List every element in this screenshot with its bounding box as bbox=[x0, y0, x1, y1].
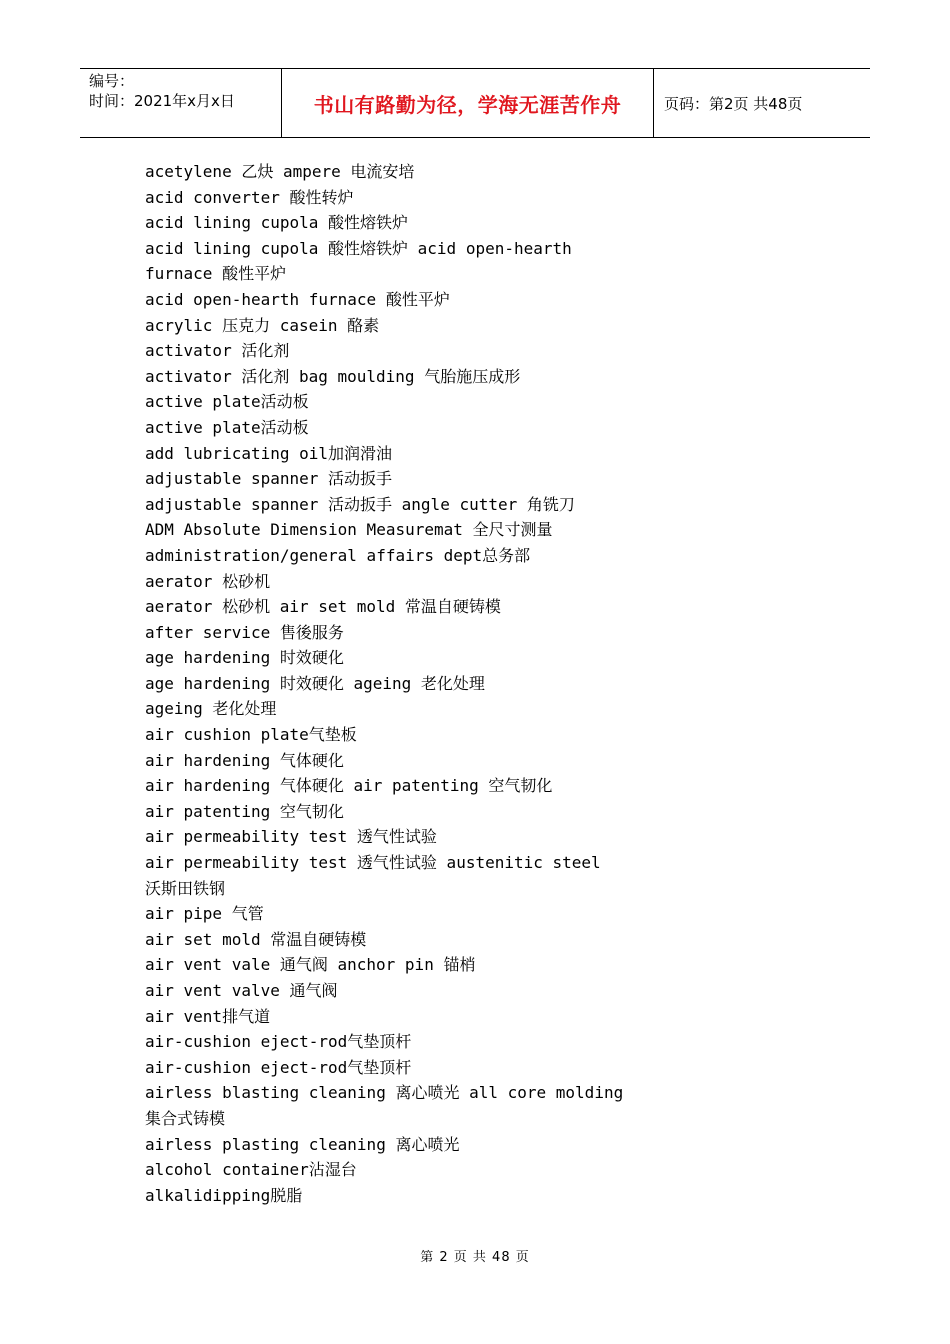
glossary-line: adjustable spanner 活动扳手 bbox=[145, 469, 393, 489]
glossary-line: airless plasting cleaning 离心喷光 bbox=[145, 1134, 460, 1154]
glossary-line: activator 活化剂 bag moulding 气胎施压成形 bbox=[145, 366, 521, 386]
glossary-line: ageing 老化处理 bbox=[145, 699, 277, 719]
glossary-line: air hardening 气体硬化 air patenting 空气韧化 bbox=[145, 776, 553, 796]
glossary-line: aerator 松砂机 bbox=[145, 571, 271, 591]
glossary-list bbox=[145, 159, 825, 1208]
glossary-line: active plate活动板 bbox=[145, 392, 309, 412]
glossary-line: 集合式铸模 bbox=[145, 1108, 226, 1128]
glossary-line: furnace 酸性平炉 bbox=[145, 264, 287, 284]
glossary-line: air pipe 气管 bbox=[145, 904, 264, 924]
glossary-line: acid lining cupola 酸性熔铁炉 acid open-hearth bbox=[145, 238, 572, 258]
glossary-line: acid converter 酸性转炉 bbox=[145, 187, 354, 207]
glossary-line: add lubricating oil加润滑油 bbox=[145, 443, 393, 463]
page-header bbox=[80, 68, 870, 138]
glossary-line: ADM Absolute Dimension Measuremat 全尺寸测量 bbox=[145, 520, 553, 540]
glossary-line: active plate活动板 bbox=[145, 417, 309, 437]
header-motto: 书山有路勤为径，学海无涯苦作舟 bbox=[282, 69, 654, 137]
glossary-line: adjustable spanner 活动扳手 angle cutter 角铣刀 bbox=[145, 494, 575, 514]
glossary-line: acetylene 乙炔 ampere 电流安培 bbox=[145, 162, 415, 181]
time-label: 时间：2021年x月x日 bbox=[89, 92, 235, 110]
glossary-line: 沃斯田铁钢 bbox=[145, 878, 226, 898]
glossary-line: air vent排气道 bbox=[145, 1006, 271, 1026]
glossary-line: acid lining cupola 酸性熔铁炉 bbox=[145, 213, 409, 233]
glossary-line: alcohol container沾湿台 bbox=[145, 1160, 357, 1180]
page-footer: 第 2 页 共 48 页 bbox=[420, 1250, 530, 1265]
glossary-line: after service 售後服务 bbox=[145, 622, 344, 642]
glossary-line: acid open-hearth furnace 酸性平炉 bbox=[145, 289, 450, 309]
serial-label: 编号： bbox=[89, 72, 135, 90]
glossary-line: activator 活化剂 bbox=[145, 341, 290, 361]
glossary-line: alkalidipping脱脂 bbox=[145, 1185, 303, 1205]
glossary-line: aerator 松砂机 air set mold 常温自硬铸模 bbox=[145, 597, 501, 617]
glossary-line: air vent vale 通气阀 anchor pin 锚梢 bbox=[145, 955, 476, 975]
header-page-info: 页码：第2页 共48页 bbox=[664, 94, 803, 113]
glossary-line: air permeability test 透气性试验 bbox=[145, 827, 437, 847]
glossary-line: administration/general affairs dept总务部 bbox=[145, 545, 531, 565]
glossary-line: air-cushion eject-rod气垫顶杆 bbox=[145, 1032, 412, 1052]
glossary-line: air hardening 气体硬化 bbox=[145, 750, 344, 770]
glossary-line: age hardening 时效硬化 ageing 老化处理 bbox=[145, 673, 485, 693]
glossary-line: air set mold 常温自硬铸模 bbox=[145, 929, 367, 949]
glossary-line: air permeability test 透气性试验 austenitic steel bbox=[145, 853, 601, 873]
header-info-cell bbox=[80, 69, 282, 137]
glossary-line: air cushion plate气垫板 bbox=[145, 725, 357, 745]
glossary-line: airless blasting cleaning 离心喷光 all core molding bbox=[145, 1083, 624, 1103]
glossary-line: air-cushion eject-rod气垫顶杆 bbox=[145, 1057, 412, 1077]
glossary-line: acrylic 压克力 casein 酪素 bbox=[145, 315, 380, 335]
glossary-line: age hardening 时效硬化 bbox=[145, 648, 344, 668]
glossary-line: air vent valve 通气阀 bbox=[145, 981, 338, 1000]
glossary-line: air patenting 空气韧化 bbox=[145, 801, 344, 821]
